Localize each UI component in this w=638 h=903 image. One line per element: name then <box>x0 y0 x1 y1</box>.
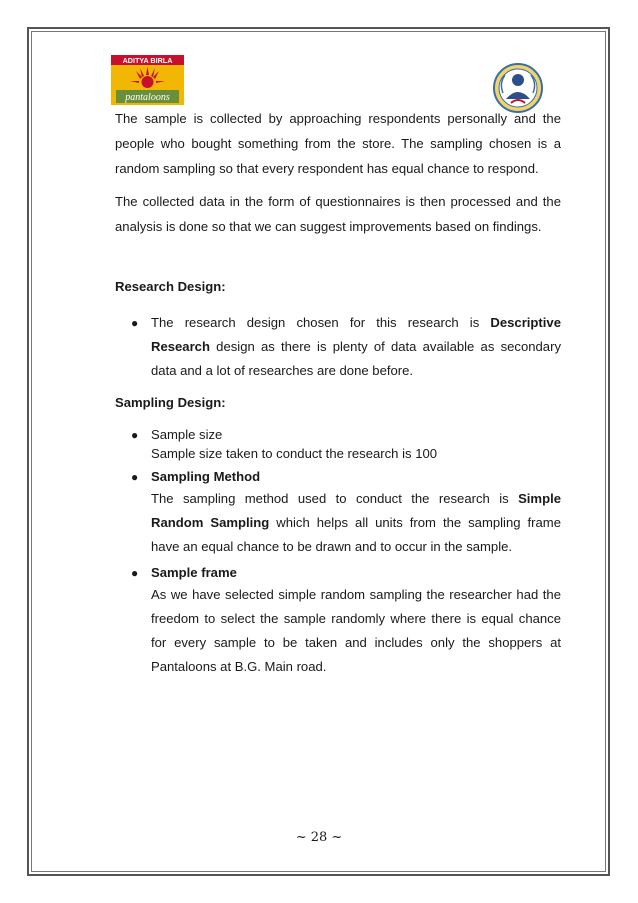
bullet-icon: ● <box>131 470 139 484</box>
aditya-birla-pantaloons-logo <box>111 55 184 105</box>
intro-paragraph-1: The sample is collected by approaching respondents personally and the people who bought something from the store. The sampling chosen is a random sampling so that every respondent has equal chance to respond. <box>115 111 561 176</box>
list-item <box>115 311 561 383</box>
list-item <box>115 425 561 463</box>
sample-frame-text: As we have selected simple random sampling the researcher had the freedom to select the sample randomly where there is equal chance for every sample to be taken and includes only the shoppers at Pantaloons at B.G. Main road. <box>151 587 561 674</box>
bullet-icon: ● <box>131 566 139 580</box>
research-design-text: The research design chosen for this research is Descriptive Research design as there is plenty of data available as secondary data and a lot of researches are done before. <box>151 315 561 378</box>
page-number: ~ 28 ~ <box>295 830 343 845</box>
page-content <box>115 106 561 683</box>
sample-size-text: Sample size taken to conduct the research is 100 <box>151 446 438 461</box>
sampling-method-label: Sampling Method <box>151 469 261 484</box>
intro-paragraph-2: The collected data in the form of questionnaires is then processed and the analysis is done so that we can suggest improvements based on findings. <box>115 194 561 234</box>
bullet-icon: ● <box>131 316 139 330</box>
list-item <box>115 467 561 559</box>
sample-frame-label: Sample frame <box>151 565 237 580</box>
bullet-icon: ● <box>131 428 139 442</box>
sampling-design-list <box>115 425 561 679</box>
list-item <box>115 563 561 679</box>
research-design-heading: Research Design: <box>115 279 226 294</box>
research-design-list <box>115 311 561 383</box>
sample-size-label: Sample size <box>151 427 223 442</box>
logo-bottom-text: pantaloons <box>125 92 170 103</box>
sampling-method-text: The sampling method used to conduct the research is Simple Random Sampling which helps all units from the sampling frame have an equal chance to be drawn and to occur in the sample. <box>151 491 561 554</box>
logo-top-text: ADITYA BIRLA <box>122 56 173 65</box>
sampling-design-heading: Sampling Design: <box>115 395 226 410</box>
